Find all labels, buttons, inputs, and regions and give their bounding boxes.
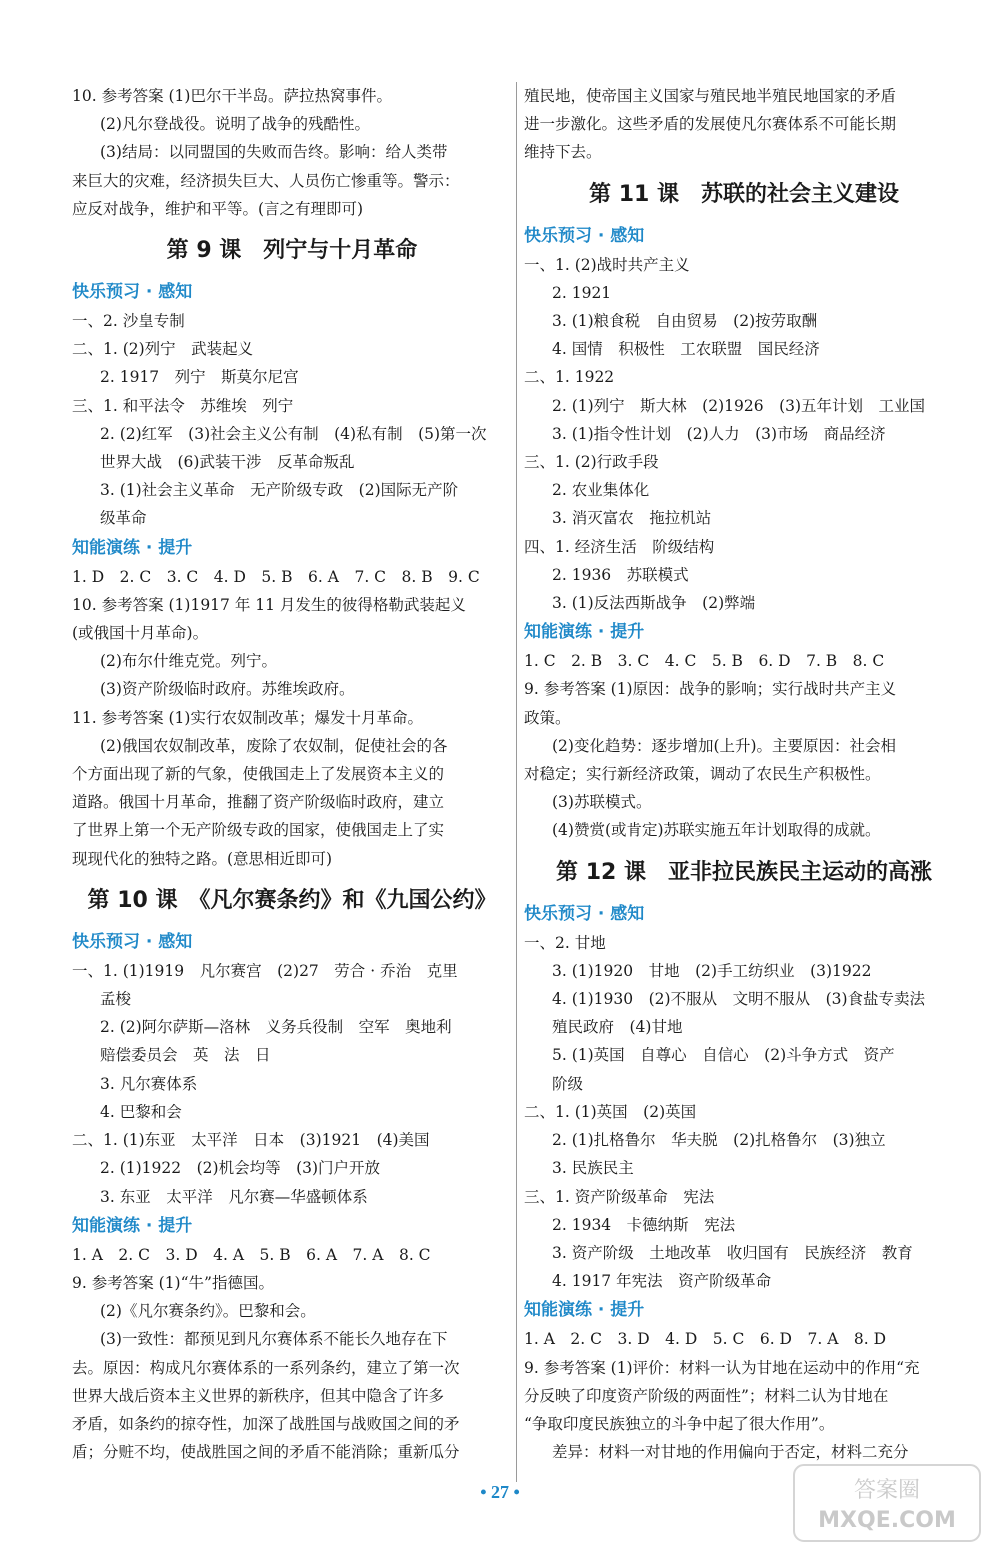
answer-line: “争取印度民族独立的斗争中起了很大作用”。 xyxy=(524,1414,835,1433)
answer-line: 应反对战争，维护和平等。(言之有理即可) xyxy=(72,199,364,218)
page-number: • 27 • xyxy=(480,1482,520,1502)
answer-line: 2. (2)阿尔萨斯—洛林 义务兵役制 空军 奥地利 xyxy=(100,1018,452,1037)
answer-line: 矛盾，如条约的掠夺性，加深了战胜国与战败国之间的矛 xyxy=(72,1414,460,1433)
answer-line: 1. A 2. C 3. D 4. D 5. C 6. D 7. A 8. D xyxy=(524,1330,887,1349)
answer-line: 9. 参考答案 (1)“牛”指德国。 xyxy=(72,1273,274,1292)
answer-line: 世界大战后资本主义世界的新秩序，但其中隐含了许多 xyxy=(72,1386,445,1405)
answer-line: 1. C 2. B 3. C 4. C 5. B 6. D 7. B 8. C xyxy=(524,652,885,671)
answer-line: 4. (1)1930 (2)不服从 文明不服从 (3)食盐专卖法 xyxy=(552,990,926,1009)
answer-line: 三、1. (2)行政手段 xyxy=(524,453,659,472)
answer-line: (3)一致性：都预见到凡尔赛体系不能长久地存在下 xyxy=(100,1330,448,1349)
watermark-logo xyxy=(792,1463,982,1543)
answer-line: 政策。 xyxy=(524,708,571,727)
answer-line: 11. 参考答案 (1)实行农奴制改革；爆发十月革命。 xyxy=(72,708,423,727)
answer-line: 4. 巴黎和会 xyxy=(100,1102,182,1121)
answer-line: 10. 参考答案 (1)1917 年 11 月发生的彼得格勒武装起义 xyxy=(72,595,466,614)
answer-line: 3. (1)指令性计划 (2)人力 (3)市场 商品经济 xyxy=(552,424,886,443)
answer-line: 三、1. 资产阶级革命 宪法 xyxy=(524,1187,715,1206)
answer-line: 一、2. 甘地 xyxy=(524,933,606,952)
answer-line: 赔偿委员会 英 法 日 xyxy=(100,1046,271,1065)
answer-line: 3. 民族民主 xyxy=(552,1159,634,1178)
answer-line: 10. 参考答案 (1)巴尔干半岛。萨拉热窝事件。 xyxy=(72,87,392,105)
right-column xyxy=(524,82,964,1466)
answer-line: 分反映了印度资产阶级的两面性”；材料二认为甘地在 xyxy=(524,1386,889,1405)
answer-line: (2)《凡尔赛条约》。巴黎和会。 xyxy=(100,1302,316,1321)
answer-line: 2. 1921 xyxy=(552,283,612,302)
answer-line: 9. 参考答案 (1)评价：材料一认为甘地在运动中的作用“充 xyxy=(524,1358,920,1377)
section-heading: 知能演练 · 提升 xyxy=(524,1300,645,1321)
answer-line: 2. (2)红军 (3)社会主义公有制 (4)私有制 (5)第一次 xyxy=(100,424,487,443)
answer-line: 2. 农业集体化 xyxy=(552,481,650,500)
answer-line: 来巨大的灾难，经济损失巨大、人员伤亡惨重等。警示： xyxy=(72,171,460,190)
answer-line: 盾；分赃不均，使战胜国之间的矛盾不能消除；重新瓜分 xyxy=(72,1443,460,1462)
svg-text:MXQE.COM: MXQE.COM xyxy=(818,1508,956,1533)
answer-line: 去。原因：构成凡尔赛体系的一系列条约，建立了第一次 xyxy=(72,1358,460,1377)
lesson-title: 第 9 课 列宁与十月革命 xyxy=(166,238,418,264)
answer-line: 二、1. (1)英国 (2)英国 xyxy=(524,1102,697,1121)
section-heading: 知能演练 · 提升 xyxy=(72,537,193,558)
answer-line: 3. (1)1920 甘地 (2)手工纺织业 (3)1922 xyxy=(552,961,872,980)
answer-line: 个方面出现了新的气象，使俄国走上了发展资本主义的 xyxy=(72,765,445,784)
answer-line: 2. 1934 卡德纳斯 宪法 xyxy=(552,1215,736,1234)
answer-line: (4)赞赏(或肯定)苏联实施五年计划取得的成就。 xyxy=(552,821,881,840)
answer-line: 一、1. (2)战时共产主义 xyxy=(524,255,690,274)
answer-line: (3)结局：以同盟国的失败而告终。影响：给人类带 xyxy=(100,143,448,162)
answer-line: 二、1. (2)列宁 武装起义 xyxy=(72,340,254,359)
answer-line: 殖民政府 (4)甘地 xyxy=(552,1018,683,1037)
answer-line: (2)凡尔登战役。说明了战争的残酷性。 xyxy=(100,115,370,134)
answer-line: 3. 凡尔赛体系 xyxy=(100,1074,198,1093)
answer-line: (3)苏联模式。 xyxy=(552,793,652,812)
answer-line: 一、1. (1)1919 凡尔赛宫 (2)27 劳合 · 乔治 克里 xyxy=(72,961,458,980)
section-heading: 知能演练 · 提升 xyxy=(524,622,645,643)
answer-line: 4. 国情 积极性 工农联盟 国民经济 xyxy=(552,340,820,359)
answer-line: 9. 参考答案 (1)原因：战争的影响；实行战时共产主义 xyxy=(524,680,897,699)
answer-line: 3. (1)反法西斯战争 (2)弊端 xyxy=(552,594,756,613)
lesson-title: 第 11 课 苏联的社会主义建设 xyxy=(589,181,899,207)
answer-line: (2)变化趋势：逐步增加(上升)。主要原因：社会相 xyxy=(552,736,897,755)
answer-line: (3)资产阶级临时政府。苏维埃政府。 xyxy=(100,680,355,699)
answer-line: 2. (1)扎格鲁尔 华夫脱 (2)扎格鲁尔 (3)独立 xyxy=(552,1131,886,1150)
lesson-title: 第 10 课 《凡尔赛条约》和《九国公约》 xyxy=(87,887,497,913)
answer-line: 3. (1)粮食税 自由贸易 (2)按劳取酬 xyxy=(552,312,818,331)
answer-line: 5. (1)英国 自尊心 自信心 (2)斗争方式 资产 xyxy=(552,1046,895,1065)
answer-line: 1. D 2. C 3. C 4. D 5. B 6. A 7. C 8. B 9. C xyxy=(72,567,480,586)
answer-line: 2. 1917 列宁 斯莫尔尼宫 xyxy=(100,368,299,387)
section-heading: 快乐预习 · 感知 xyxy=(524,225,645,246)
answer-line: 3. (1)社会主义革命 无产阶级专政 (2)国际无产阶 xyxy=(100,481,459,500)
answer-line: (2)俄国农奴制改革，废除了农奴制，促使社会的各 xyxy=(100,736,448,755)
answer-line: 级革命 xyxy=(100,509,147,528)
answer-line: 现现代化的独特之路。(意思相近即可) xyxy=(72,849,333,868)
section-heading: 快乐预习 · 感知 xyxy=(72,931,193,952)
answer-line: 道路。俄国十月革命，推翻了资产阶级临时政府，建立 xyxy=(72,793,445,812)
column-divider xyxy=(516,82,517,1482)
answer-line: 二、1. 1922 xyxy=(524,368,615,387)
answer-line: 了世界上第一个无产阶级专政的国家，使俄国走上了实 xyxy=(72,821,445,840)
answer-line: 孟梭 xyxy=(100,990,132,1009)
answer-line: 4. 1917 年宪法 资产阶级革命 xyxy=(552,1272,772,1291)
answer-line: 1. A 2. C 3. D 4. A 5. B 6. A 7. A 8. C xyxy=(72,1245,431,1264)
section-heading: 快乐预习 · 感知 xyxy=(524,903,645,924)
answer-line: 殖民地，使帝国主义国家与殖民地半殖民地国家的矛盾 xyxy=(524,87,897,105)
svg-text:答案圈: 答案圈 xyxy=(853,1478,921,1503)
section-heading: 快乐预习 · 感知 xyxy=(72,282,193,303)
lesson-title: 第 12 课 亚非拉民族民主运动的高涨 xyxy=(556,859,932,885)
answer-line: (或俄国十月革命)。 xyxy=(72,624,209,643)
answer-line: 2. 1936 苏联模式 xyxy=(552,565,689,584)
answer-line: 进一步激化。这些矛盾的发展使凡尔赛体系不可能长期 xyxy=(524,115,897,134)
answer-line: 世界大战 (6)武装干涉 反革命叛乱 xyxy=(100,453,355,472)
answer-line: 3. 资产阶级 土地改革 收归国有 民族经济 教育 xyxy=(552,1243,913,1262)
answer-line: 阶级 xyxy=(552,1074,584,1093)
answer-line: 一、2. 沙皇专制 xyxy=(72,312,185,331)
answer-line: 四、1. 经济生活 阶级结构 xyxy=(524,537,715,556)
answer-line: 差异：材料一对甘地的作用偏向于否定，材料二充分 xyxy=(552,1443,909,1462)
section-heading: 知能演练 · 提升 xyxy=(72,1215,193,1236)
answer-line: 3. 消灭富农 拖拉机站 xyxy=(552,509,712,528)
answer-line: 2. (1)1922 (2)机会均等 (3)门户开放 xyxy=(100,1159,381,1178)
answer-line: 维持下去。 xyxy=(524,143,602,162)
answer-line: 2. (1)列宁 斯大林 (2)1926 (3)五年计划 工业国 xyxy=(552,396,926,415)
answer-line: 三、1. 和平法令 苏维埃 列宁 xyxy=(72,396,294,415)
answer-line: (2)布尔什维克党。列宁。 xyxy=(100,652,277,671)
answer-line: 二、1. (1)东亚 太平洋 日本 (3)1921 (4)美国 xyxy=(72,1131,430,1150)
answer-line: 3. 东亚 太平洋 凡尔赛—华盛顿体系 xyxy=(100,1187,368,1206)
left-column xyxy=(72,82,512,1466)
answer-line: 对稳定；实行新经济政策，调动了农民生产积极性。 xyxy=(524,765,881,784)
